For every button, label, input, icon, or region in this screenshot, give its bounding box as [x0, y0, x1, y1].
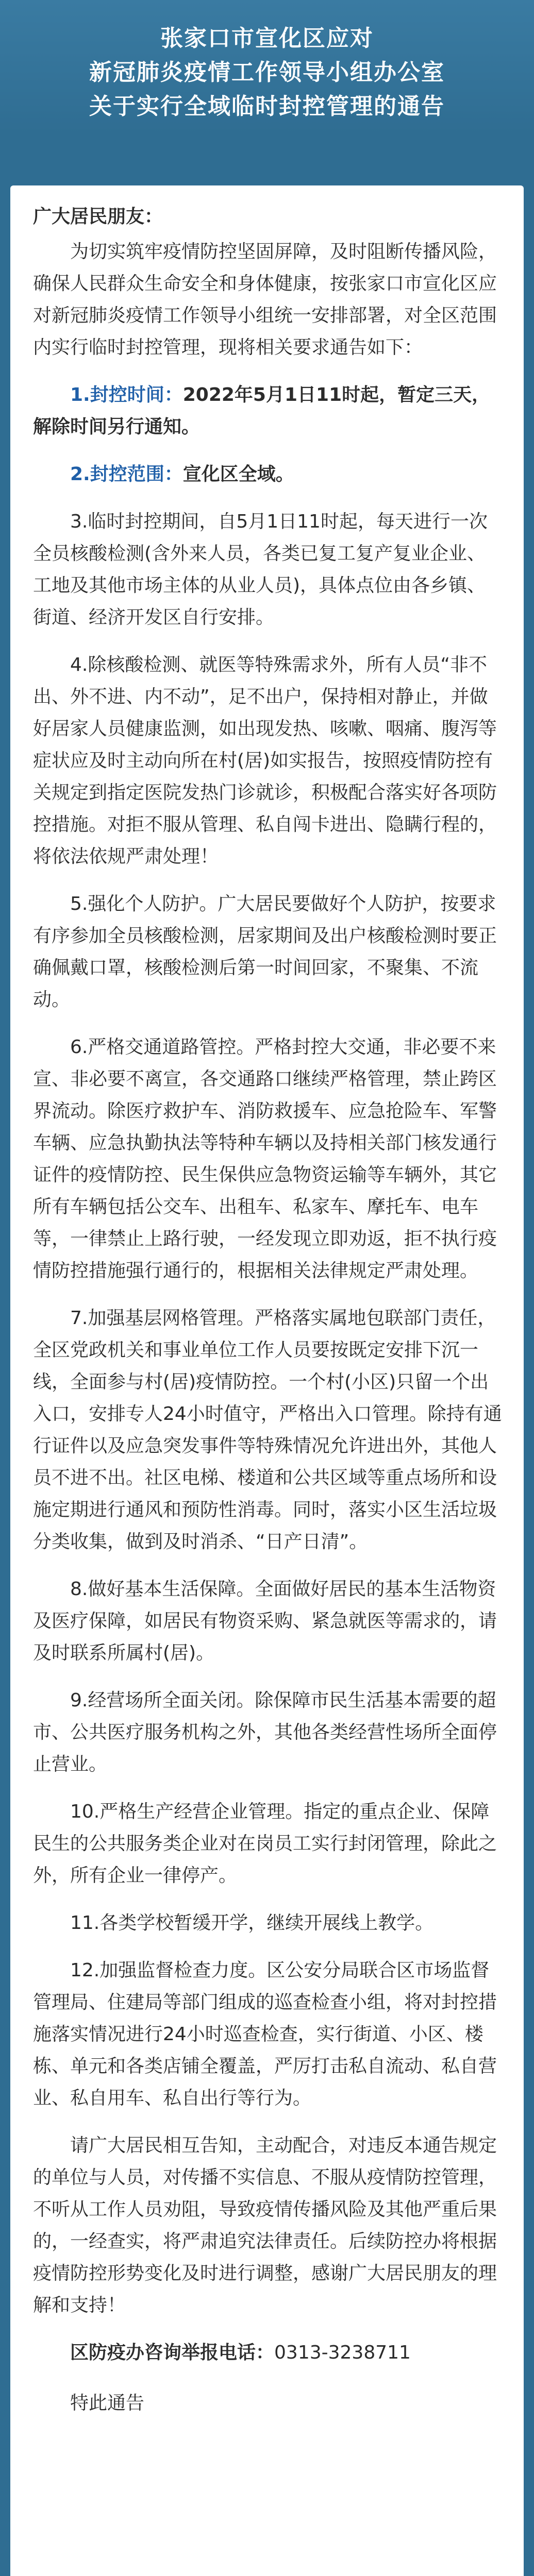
- intro-paragraph: 为切实筑牢疫情防控坚固屏障，及时阻断传播风险，确保人民群众生命安全和身体健康，按张家口市宣化区应对新冠肺炎疫情工作领导小组统一安排部署，对全区范围内实行临时封控管理，现将相关要求通告如下：: [33, 241, 497, 358]
- item-11: 11.各类学校暂缓开学，继续开展线上教学。: [70, 1912, 434, 1934]
- appeal-paragraph: 请广大居民相互告知，主动配合，对违反本通告规定的单位与人员，对传播不实信息、不服从疫情防控管理，不听从工作人员劝阻，导致疫情传播风险及其他严重后果的，一经查实，将严肃追究法律责任。后续防控办将根据疫情防控形势变化及时进行调整，感谢广大居民朋友的理解和支持！: [33, 2135, 497, 2316]
- item-2-label: 2.封控范围：: [70, 464, 183, 485]
- header-title-line-1: 张家口市宣化区应对: [160, 25, 374, 52]
- item-2-text: 宣化区全域。: [182, 464, 294, 485]
- item-4: 4.除核酸检测、就医等特殊需求外，所有人员“非不出、外不进、内不动”，足不出户，保持相对静止，并做好居家人员健康监测，如出现发热、咳嗽、咽痛、腹泻等症状应及时主动向所在村(居)如实报告，按照疫情防控有关规定到指定医院发热门诊就诊，积极配合落实好各项防控措施。对拒不服从管理、私自闯卡进出、隐瞒行程的，将依法依规严肃处理！: [33, 654, 497, 867]
- item-6: 6.严格交通道路管控。严格封控大交通，非必要不来宣、非必要不离宣，各交通路口继续严格管理，禁止跨区界流动。除医疗救护车、消防救援车、应急抢险车、军警车辆、应急执勤执法等特种车辆以及持相关部门核发通行证件的疫情防控、民生保供应急物资运输等车辆外，其它所有车辆包括公交车、出租车、私家车、摩托车、电车等，一律禁止上路行驶，一经发现立即劝返，拒不执行疫情防控措施强行通行的，根据相关法律规定严肃处理。: [33, 1037, 497, 1281]
- item-1-text: 2022年5月1日11时起，暂定三天，解除时间另行通知。: [33, 384, 491, 437]
- hotline: [33, 2337, 502, 2369]
- item-3: 3.临时封控期间，自5月1日11时起，每天进行一次全员核酸检测(含外来人员，各类已复工复产复业企业、工地及其他市场主体的从业人员)，具体点位由各乡镇、街道、经济开发区自行安排。: [33, 511, 488, 628]
- item-2: [33, 459, 502, 490]
- closing-special: 特此通告: [70, 2393, 145, 2414]
- hotline-label: 区防疫办咨询举报电话：: [70, 2342, 275, 2363]
- item-7: 7.加强基层网格管理。严格落实属地包联部门责任，全区党政机关和事业单位工作人员要按既定安排下沉一线，全面参与村(居)疫情防控。一个村(小区)只留一个出入口，安排专人24小时值守，严格出入口管理。除持有通行证件以及应急突发事件等特殊情况允许进出外，其他人员不进不出。社区电梯、楼道和公共区域等重点场所和设施定期进行通风和预防性消毒。同时，落实小区生活垃圾分类收集，做到及时消杀、“日产日清”。: [33, 1308, 502, 1552]
- item-1-label: 1.封控时间：: [70, 384, 183, 405]
- header-title-line-3: 关于实行全域临时封控管理的通告: [89, 93, 445, 120]
- item-5: 5.强化个人防护。广大居民要做好个人防护，按要求有序参加全员核酸检测，居家期间及出户核酸检测时要正确佩戴口罩，核酸检测后第一时间回家，不聚集、不流动。: [33, 893, 497, 1010]
- notice-content: [33, 201, 502, 2450]
- greeting: 广大居民朋友：: [33, 206, 163, 227]
- notice-card: [10, 185, 524, 2576]
- header-title-line-2: 新冠肺炎疫情工作领导小组办公室: [89, 59, 445, 86]
- notice-header: [0, 0, 534, 134]
- item-12: 12.加强监督检查力度。区公安分局联合区市场监督管理局、住建局等部门组成的巡查检查小组，将对封控措施落实情况进行24小时巡查检查，实行街道、小区、楼栋、单元和各类店铺全覆盖，严厉打击私自流动、私自营业、私自用车、私自出行等行为。: [33, 1960, 497, 2109]
- item-10: 10.严格生产经营企业管理。指定的重点企业、保障民生的公共服务类企业对在岗员工实行封闭管理，除此之外，所有企业一律停产。: [33, 1801, 497, 1886]
- hotline-number: 0313-3238711: [274, 2342, 411, 2363]
- item-9: 9.经营场所全面关闭。除保障市民生活基本需要的超市、公共医疗服务机构之外，其他各类经营性场所全面停止营业。: [33, 1690, 497, 1775]
- item-1: [33, 379, 502, 443]
- item-8: 8.做好基本生活保障。全面做好居民的基本生活物资及医疗保障，如居民有物资采购、紧急就医等需求的，请及时联系所属村(居)。: [33, 1579, 497, 1664]
